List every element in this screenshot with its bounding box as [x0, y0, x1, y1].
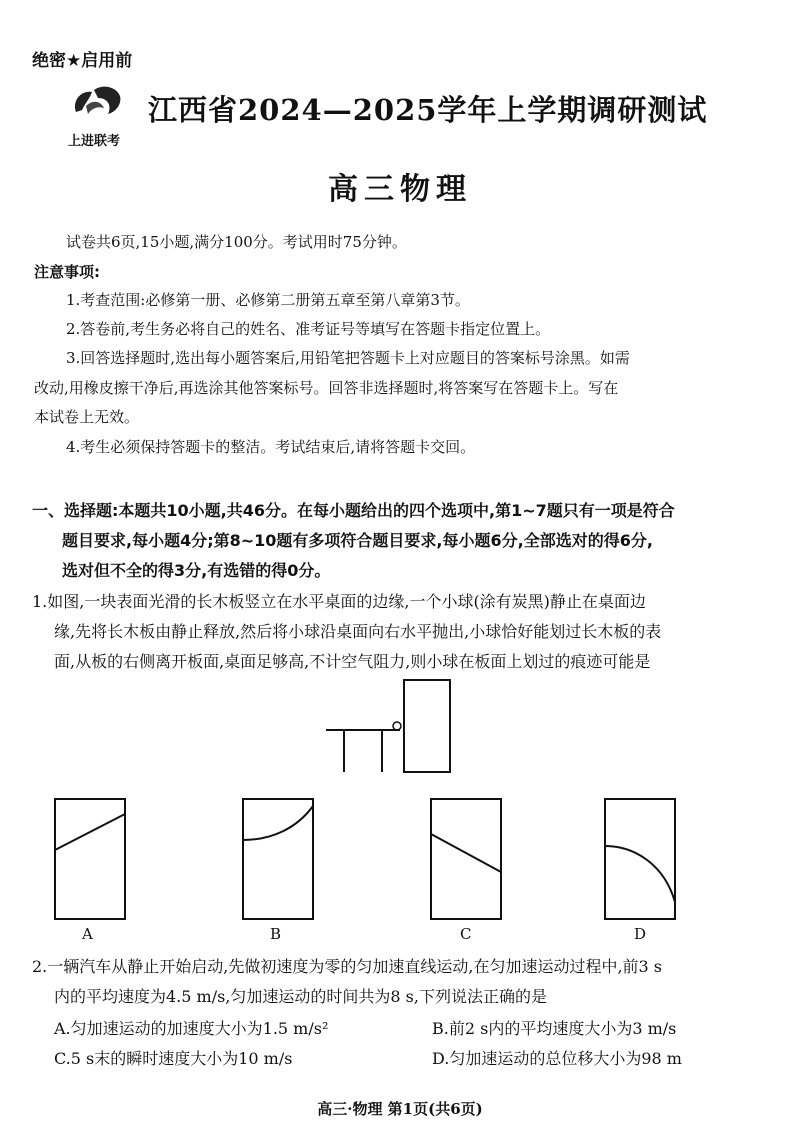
question-2-text: 2.一辆汽车从静止开始启动,先做初速度为零的匀加速直线运动,在匀加速运动过程中,前3 s: [32, 957, 663, 976]
publisher-name: 上进联考: [68, 134, 121, 149]
option-a-figure: [54, 798, 126, 920]
exam-title: 江西省2024—2025学年上学期调研测试: [148, 93, 708, 127]
trace-curve: [243, 806, 313, 840]
page-footer: 高三·物理 第1页(共6页): [317, 1100, 483, 1118]
question-2-option-a: A.匀加速运动的加速度大小为1.5 m/s²: [54, 1019, 329, 1038]
section-heading-continued: 题目要求,每小题4分;第8~10题有多项符合题目要求,每小题6分,全部选对的得6分,: [62, 531, 653, 550]
question-2-option-c: C.5 s末的瞬时速度大小为10 m/s: [54, 1049, 293, 1068]
publisher-logo-icon: [68, 82, 128, 122]
question-2-option-b: B.前2 s内的平均速度大小为3 m/s: [432, 1019, 677, 1038]
trace-line: [55, 814, 125, 850]
question-1-text: 1.如图,一块表面光滑的长木板竖立在水平桌面的边缘,一个小球(涂有炭黑)静止在桌面边: [32, 592, 646, 611]
q1-setup-figure: [320, 676, 480, 776]
notice-item: 4.考生必须保持答题卡的整洁。考试结束后,请将答题卡交回。: [66, 438, 476, 456]
question-1-text: 面,从板的右侧离开板面,桌面足够高,不计空气阻力,则小球在板面上划过的痕迹可能是: [54, 652, 651, 671]
notice-item: 3.回答选择题时,选出每小题答案后,用铅笔把答题卡上对应题目的答案标号涂黑。如需: [66, 349, 630, 367]
exam-intro: 试卷共6页,15小题,满分100分。考试用时75分钟。: [66, 233, 407, 251]
option-label: A: [82, 925, 93, 943]
notice-item: 1.考查范围:必修第一册、必修第二册第五章至第八章第3节。: [66, 291, 470, 309]
option-label: D: [634, 925, 647, 943]
option-b-figure: [242, 798, 314, 920]
option-label: B: [270, 925, 282, 943]
option-d-figure: [604, 798, 676, 920]
trace-curve: [605, 846, 675, 902]
notice-item: 2.答卷前,考生务必将自己的姓名、准考证号等填写在答题卡指定位置上。: [66, 320, 551, 338]
option-c-figure: [430, 798, 502, 920]
board: [404, 680, 450, 772]
trace-line: [431, 834, 501, 872]
notice-item-continued: 本试卷上无效。: [34, 408, 140, 426]
question-2-text: 内的平均速度为4.5 m/s,匀加速运动的时间共为8 s,下列说法正确的是: [54, 987, 547, 1006]
section-heading: 一、选择题:本题共10小题,共46分。在每小题给出的四个选项中,第1~7题只有一项是符合: [32, 501, 675, 520]
ball-icon: [393, 722, 401, 730]
subject-title: 高三物理: [328, 172, 472, 207]
confidential-label: 绝密★启用前: [32, 51, 133, 71]
notice-heading: 注意事项:: [34, 263, 100, 281]
notice-item-continued: 改动,用橡皮擦干净后,再选涂其他答案标号。回答非选择题时,将答案写在答题卡上。写在: [34, 379, 619, 397]
question-2-option-d: D.匀加速运动的总位移大小为98 m: [432, 1049, 682, 1068]
option-label: C: [460, 925, 472, 943]
question-1-text: 缘,先将长木板由静止释放,然后将小球沿桌面向右水平抛出,小球恰好能划过长木板的表: [54, 622, 662, 641]
section-heading-continued: 选对但不全的得3分,有选错的得0分。: [62, 561, 331, 580]
